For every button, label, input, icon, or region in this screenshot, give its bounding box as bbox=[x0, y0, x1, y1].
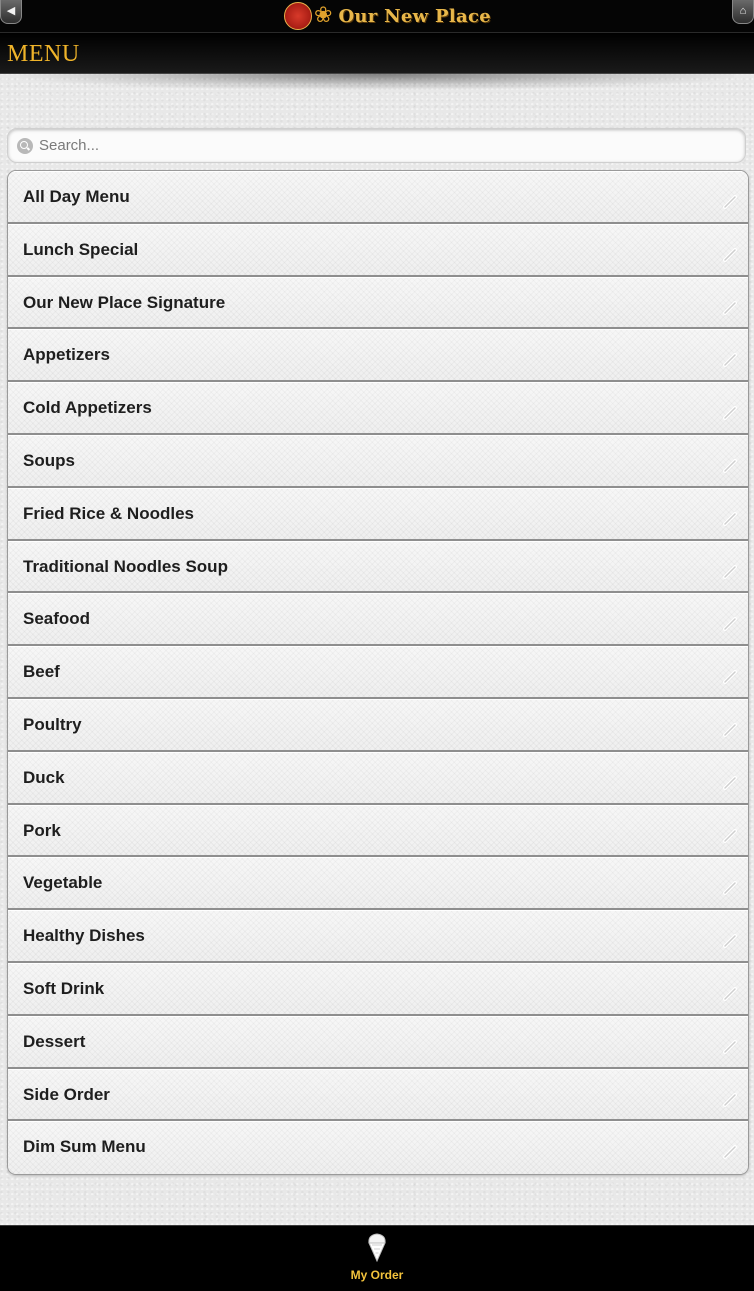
menu-category-label: Vegetable bbox=[23, 873, 103, 893]
chevron-right-icon bbox=[722, 875, 738, 895]
menu-category-label: Cold Appetizers bbox=[23, 398, 152, 418]
title-bar-shadow bbox=[20, 74, 734, 90]
menu-category-label: Soups bbox=[23, 450, 75, 470]
chevron-right-icon bbox=[722, 717, 738, 737]
page-title: MENU bbox=[7, 41, 80, 67]
menu-category-item[interactable] bbox=[8, 224, 748, 277]
chevron-right-icon bbox=[722, 981, 738, 1001]
top-header-bar bbox=[0, 0, 754, 33]
page-title-bar bbox=[0, 33, 754, 74]
menu-category-item[interactable] bbox=[8, 488, 748, 541]
menu-category-label: Side Order bbox=[23, 1084, 110, 1104]
back-arrow-icon: ◀ bbox=[6, 5, 16, 17]
chevron-right-icon bbox=[722, 1087, 738, 1107]
chevron-right-icon bbox=[722, 664, 738, 684]
restaurant-logo bbox=[284, 0, 491, 32]
menu-category-label: Seafood bbox=[23, 609, 91, 629]
menu-category-item[interactable] bbox=[8, 382, 748, 435]
menu-category-item[interactable] bbox=[8, 329, 748, 382]
menu-category-label: Appetizers bbox=[23, 345, 110, 365]
menu-category-label: Fried Rice & Noodles bbox=[23, 503, 194, 523]
chevron-right-icon bbox=[722, 189, 738, 209]
menu-category-label: Healthy Dishes bbox=[23, 926, 145, 946]
logo-flourish-icon: ❀ bbox=[314, 3, 333, 28]
menu-category-label: Soft Drink bbox=[23, 978, 105, 998]
chevron-right-icon bbox=[722, 506, 738, 526]
logo-name: Our New Place bbox=[338, 5, 491, 27]
home-icon: ⌂ bbox=[739, 5, 747, 17]
menu-category-label: Pork bbox=[23, 820, 61, 840]
chevron-right-icon bbox=[722, 559, 738, 579]
menu-category-item[interactable] bbox=[8, 646, 748, 699]
chevron-right-icon bbox=[722, 1139, 738, 1159]
menu-category-item[interactable] bbox=[8, 963, 748, 1016]
chevron-right-icon bbox=[722, 611, 738, 631]
bottom-tab-bar bbox=[0, 1225, 754, 1291]
menu-category-label: Dessert bbox=[23, 1031, 86, 1051]
chevron-right-icon bbox=[722, 242, 738, 262]
back-button[interactable] bbox=[0, 0, 22, 24]
menu-category-item[interactable] bbox=[8, 1069, 748, 1122]
menu-category-item[interactable] bbox=[8, 277, 748, 330]
chevron-right-icon bbox=[722, 295, 738, 315]
search-input[interactable] bbox=[39, 131, 745, 161]
my-order-label: My Order bbox=[350, 1268, 404, 1282]
menu-category-item[interactable] bbox=[8, 593, 748, 646]
chevron-right-icon bbox=[722, 400, 738, 420]
chevron-right-icon bbox=[722, 770, 738, 790]
menu-category-label: Our New Place Signature bbox=[23, 292, 226, 312]
menu-category-item[interactable] bbox=[8, 171, 748, 224]
menu-category-label: Duck bbox=[23, 767, 65, 787]
chevron-right-icon bbox=[722, 1034, 738, 1054]
menu-category-label: Dim Sum Menu bbox=[23, 1137, 146, 1157]
logo-seal-icon bbox=[284, 2, 312, 30]
menu-category-item[interactable] bbox=[8, 541, 748, 594]
search-box bbox=[7, 128, 746, 163]
menu-category-list bbox=[7, 170, 749, 1175]
menu-category-label: Lunch Special bbox=[23, 239, 139, 259]
chevron-right-icon bbox=[722, 928, 738, 948]
ice-cream-cone-icon bbox=[366, 1232, 388, 1262]
menu-category-item[interactable] bbox=[8, 805, 748, 858]
search-icon bbox=[17, 138, 33, 154]
menu-category-label: Traditional Noodles Soup bbox=[23, 556, 228, 576]
menu-category-item[interactable] bbox=[8, 752, 748, 805]
menu-category-item[interactable] bbox=[8, 910, 748, 963]
menu-category-item[interactable] bbox=[8, 1016, 748, 1069]
menu-category-item[interactable] bbox=[8, 857, 748, 910]
chevron-right-icon bbox=[722, 347, 738, 367]
chevron-right-icon bbox=[722, 453, 738, 473]
my-order-button[interactable] bbox=[337, 1232, 417, 1286]
menu-category-item[interactable] bbox=[8, 699, 748, 752]
menu-category-item[interactable] bbox=[8, 1121, 748, 1174]
chevron-right-icon bbox=[722, 823, 738, 843]
menu-category-label: Poultry bbox=[23, 714, 82, 734]
menu-category-label: Beef bbox=[23, 662, 60, 682]
menu-category-label: All Day Menu bbox=[23, 187, 130, 206]
menu-category-item[interactable] bbox=[8, 435, 748, 488]
home-button[interactable] bbox=[732, 0, 754, 24]
